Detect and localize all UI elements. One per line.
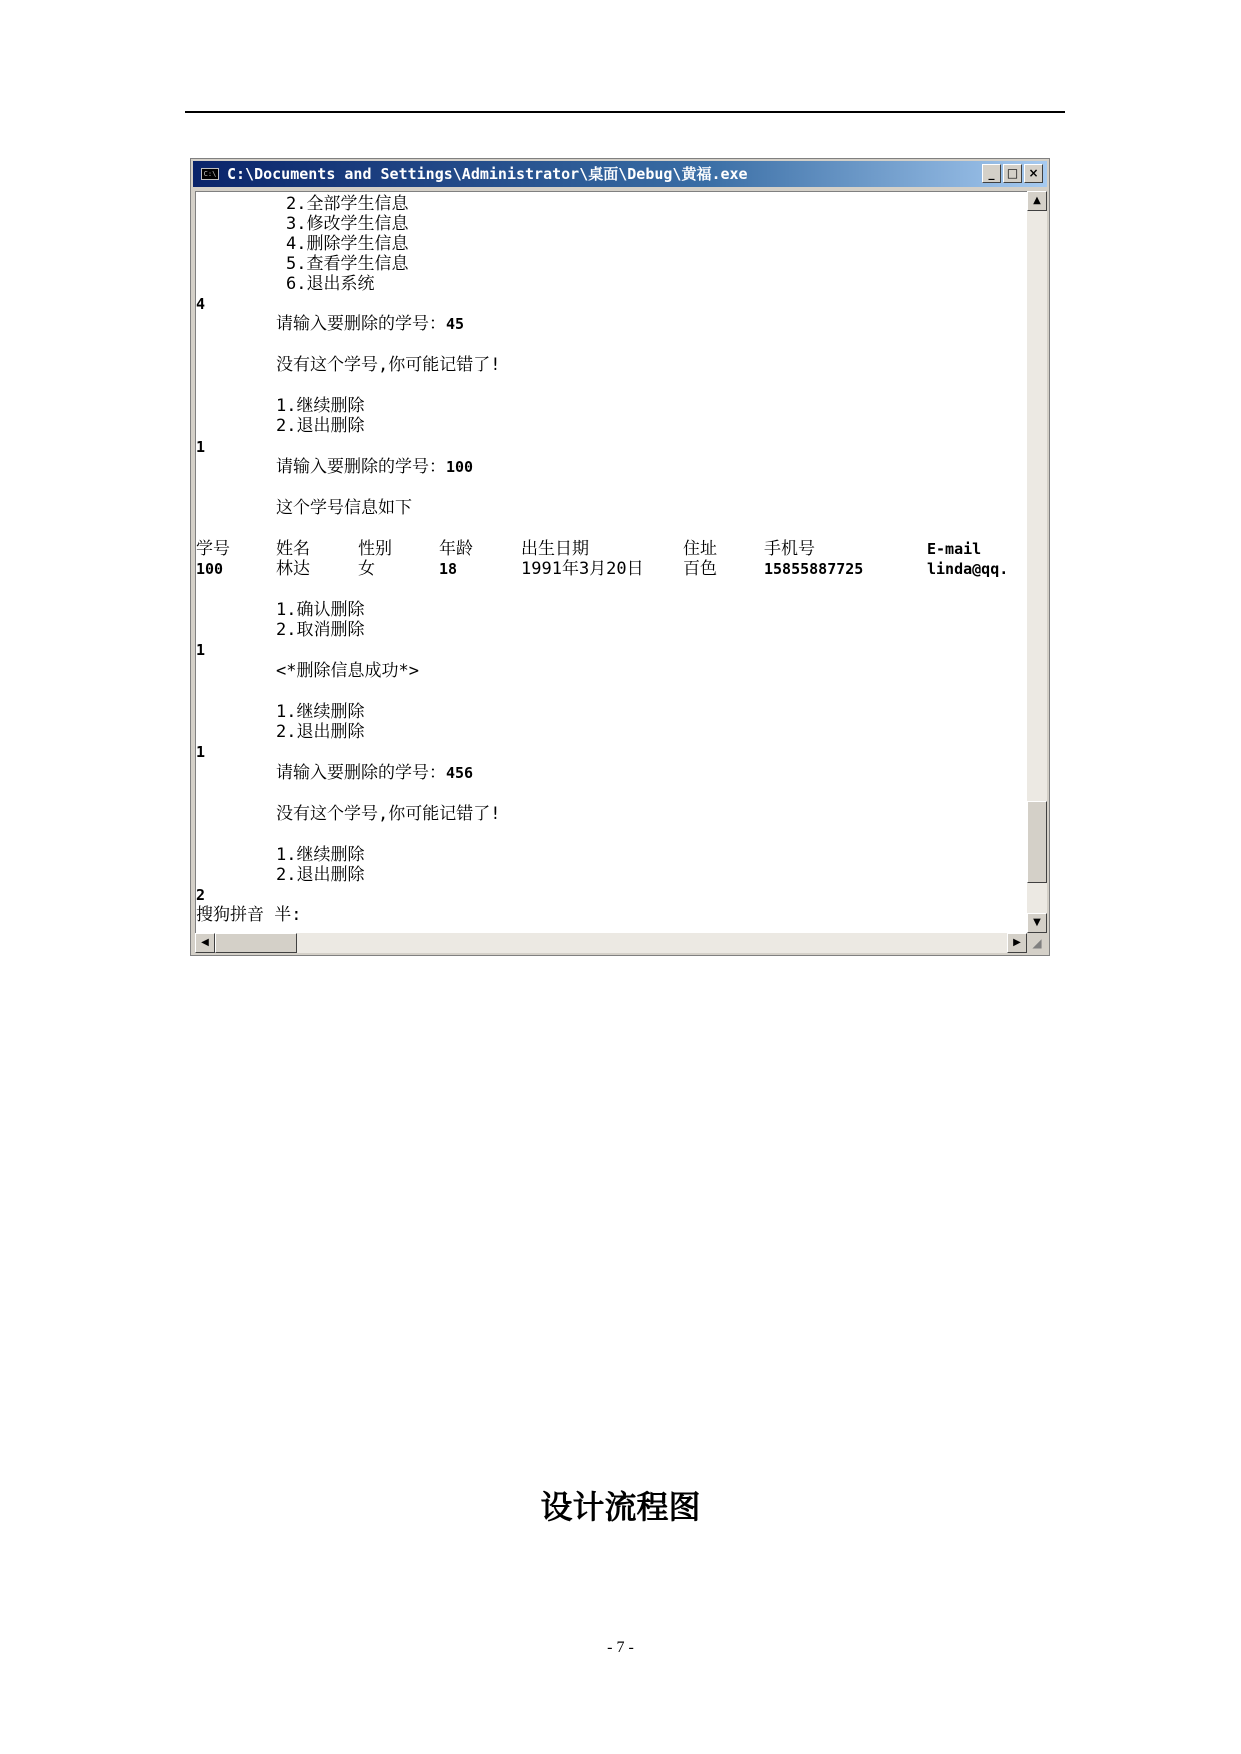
not-found-message: 没有这个学号,你可能记错了! (276, 804, 501, 824)
scroll-left-arrow-icon[interactable]: ◀ (195, 933, 215, 953)
table-header-id: 学号 (196, 539, 230, 559)
scroll-up-arrow-icon[interactable]: ▲ (1027, 191, 1047, 211)
title-bar[interactable] (193, 161, 1047, 187)
table-header-email: E-mail (927, 540, 982, 558)
table-cell-age: 18 (439, 560, 458, 578)
not-found-message: 没有这个学号,你可能记错了! (276, 355, 501, 375)
table-header-birthdate: 出生日期 (521, 539, 589, 559)
menu-item-2: 2.全部学生信息 (286, 194, 409, 214)
table-header-phone: 手机号 (764, 539, 815, 559)
resize-grip-icon[interactable]: ◢ (1027, 933, 1047, 953)
table-header-address: 住址 (683, 539, 717, 559)
menu-item-6: 6.退出系统 (286, 274, 375, 294)
header-rule (185, 111, 1065, 113)
vertical-scrollbar[interactable] (1027, 191, 1047, 933)
console-app-icon[interactable]: C:\ (201, 168, 219, 180)
section-heading: 设计流程图 (540, 1488, 701, 1526)
table-cell-id: 100 (196, 560, 224, 578)
horizontal-scroll-thumb[interactable] (215, 933, 297, 953)
info-heading: 这个学号信息如下 (276, 498, 412, 518)
user-input: 1 (196, 743, 206, 761)
table-cell-phone: 15855887725 (764, 560, 864, 578)
scroll-down-arrow-icon[interactable]: ▼ (1027, 913, 1047, 933)
user-input: 2 (196, 886, 206, 904)
minimize-button[interactable]: _ (982, 164, 1001, 183)
continue-option: 1.继续删除 (276, 845, 365, 865)
user-input: 4 (196, 295, 206, 313)
exit-option: 2.退出删除 (276, 722, 365, 742)
table-cell-birthdate: 1991年3月20日 (521, 559, 644, 579)
delete-prompt: 请输入要删除的学号：100 (276, 457, 474, 477)
console-window (190, 158, 1050, 956)
menu-item-3: 3.修改学生信息 (286, 214, 409, 234)
delete-prompt: 请输入要删除的学号：45 (276, 314, 465, 334)
exit-option: 2.退出删除 (276, 416, 365, 436)
continue-option: 1.继续删除 (276, 396, 365, 416)
menu-item-4: 4.删除学生信息 (286, 234, 409, 254)
table-header-age: 年龄 (439, 539, 473, 559)
table-cell-address: 百色 (683, 559, 717, 579)
user-input: 1 (196, 438, 206, 456)
vertical-scroll-thumb[interactable] (1027, 801, 1047, 883)
table-cell-name: 林达 (276, 559, 310, 579)
table-cell-gender: 女 (358, 559, 375, 579)
user-input: 1 (196, 641, 206, 659)
horizontal-scrollbar[interactable] (195, 933, 1027, 953)
menu-item-5: 5.查看学生信息 (286, 254, 409, 274)
success-message: <*删除信息成功*> (276, 661, 419, 681)
table-header-gender: 性别 (358, 539, 392, 559)
scroll-right-arrow-icon[interactable]: ▶ (1007, 933, 1027, 953)
delete-prompt: 请输入要删除的学号：456 (276, 763, 474, 783)
exit-option: 2.退出删除 (276, 865, 365, 885)
cancel-option: 2.取消删除 (276, 620, 365, 640)
continue-option: 1.继续删除 (276, 702, 365, 722)
maximize-button[interactable]: □ (1003, 164, 1022, 183)
window-title: C:\Documents and Settings\Administrator\桌面\Debug\黄福.exe (227, 165, 748, 183)
close-button[interactable]: × (1024, 164, 1043, 183)
table-header-name: 姓名 (276, 539, 310, 559)
table-cell-email: linda@qq. (927, 560, 1009, 578)
confirm-option: 1.确认删除 (276, 600, 365, 620)
page-number: - 7 - (607, 1639, 634, 1656)
ime-status-bar: 搜狗拼音 半: (196, 905, 302, 925)
console-output[interactable] (195, 191, 1028, 934)
